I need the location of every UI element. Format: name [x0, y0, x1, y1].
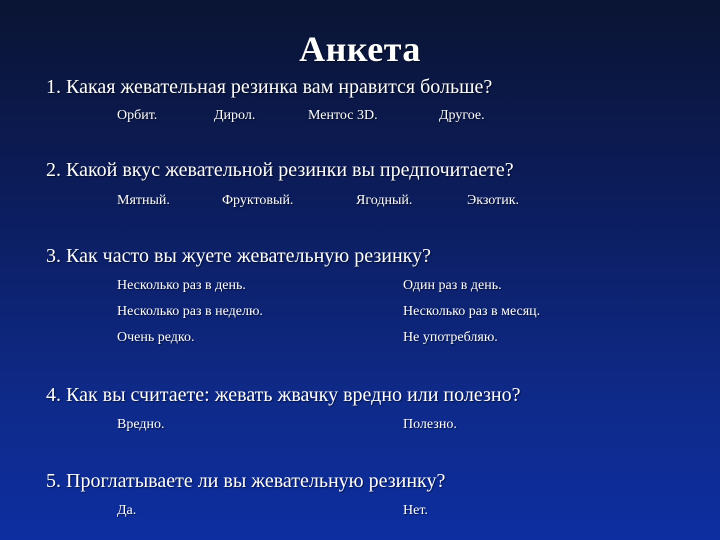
- q2-option-exotic: Экзотик.: [467, 193, 520, 208]
- q3-option-once-daily: Один раз в день.: [403, 278, 502, 293]
- question-2: 2. Какой вкус жевательной резинки вы предпочитаете?: [46, 159, 514, 181]
- q1-option-mentos: Ментос 3D.: [308, 108, 378, 123]
- q1-option-orbit: Орбит.: [117, 108, 158, 123]
- q3-option-rarely: Очень редко.: [117, 330, 195, 345]
- q2-option-mint: Мятный.: [117, 193, 170, 208]
- q1-option-other: Другое.: [439, 108, 485, 123]
- q2-option-berry: Ягодный.: [356, 193, 413, 208]
- question-3: 3. Как часто вы жуете жевательную резинку?: [46, 245, 431, 267]
- question-4: 4. Как вы считаете: жевать жвачку вредно или полезно?: [46, 384, 521, 406]
- question-5: 5. Проглатываете ли вы жевательную резинку?: [46, 470, 446, 492]
- q3-option-several-weekly: Несколько раз в неделю.: [117, 304, 263, 319]
- q4-option-harmful: Вредно.: [117, 417, 165, 432]
- q5-option-no: Нет.: [403, 503, 428, 518]
- q3-option-never: Не употребляю.: [403, 330, 498, 345]
- question-1: 1. Какая жевательная резинка вам нравится больше?: [46, 76, 493, 98]
- q4-option-useful: Полезно.: [403, 417, 457, 432]
- q1-option-dirol: Дирол.: [214, 108, 256, 123]
- q2-option-fruit: Фруктовый.: [222, 193, 294, 208]
- q3-option-several-daily: Несколько раз в день.: [117, 278, 246, 293]
- slide-title: Анкета: [299, 29, 421, 69]
- q3-option-several-monthly: Несколько раз в месяц.: [403, 304, 541, 319]
- q5-option-yes: Да.: [117, 503, 137, 518]
